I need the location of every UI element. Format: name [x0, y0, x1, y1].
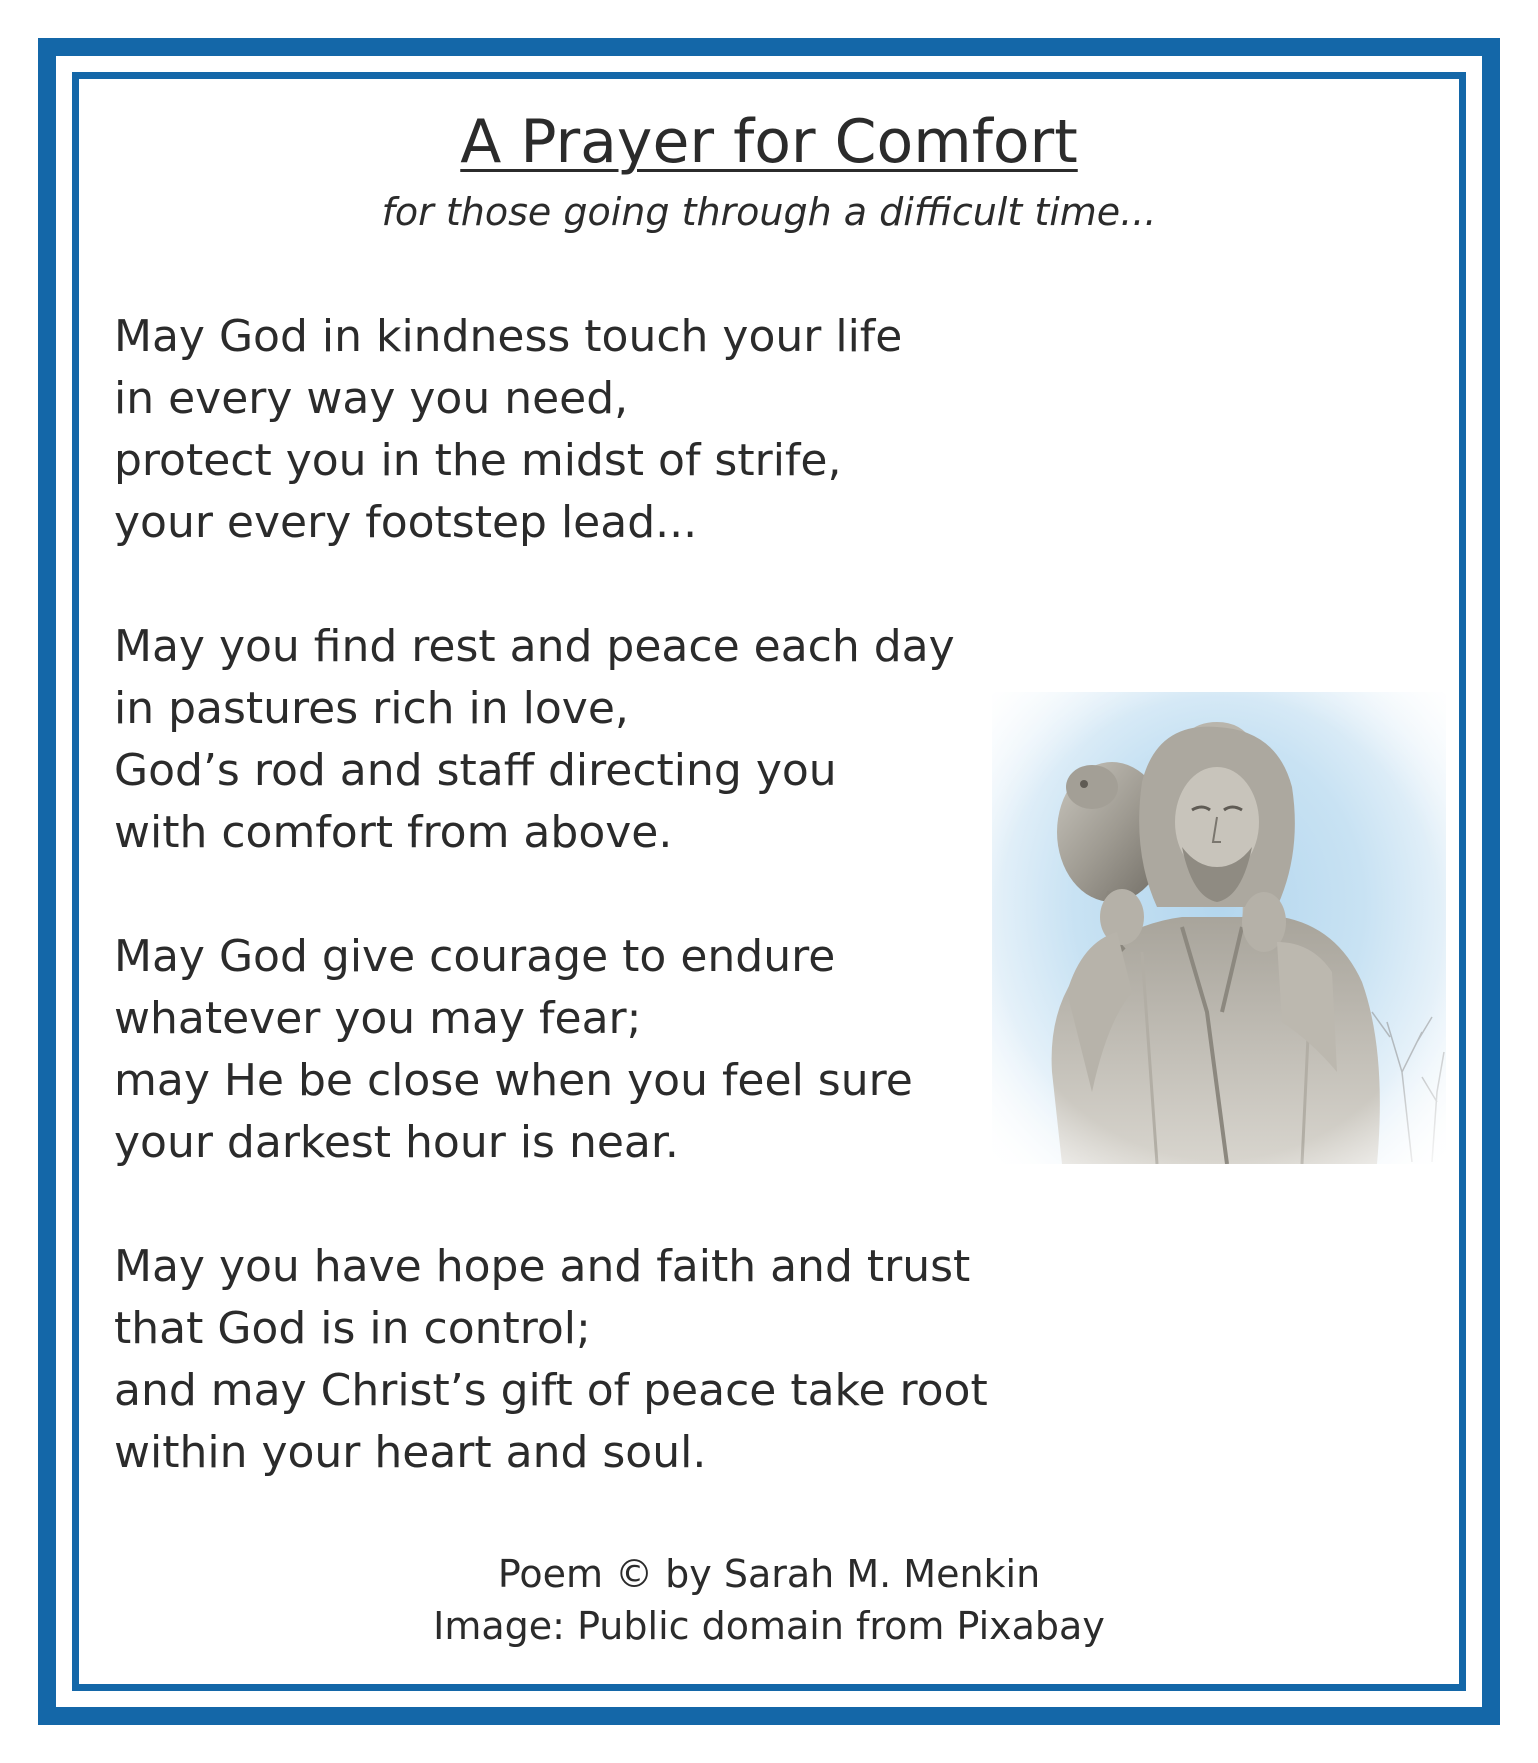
stanza-2	[114, 616, 1074, 864]
image-credit: Image: Public domain from Pixabay	[433, 1604, 1105, 1648]
stanza-3	[114, 926, 1074, 1174]
poem-line: God’s rod and staff directing you	[114, 745, 837, 796]
poem-line: your every footstep lead...	[114, 497, 698, 548]
credits	[0, 1548, 1538, 1652]
poem-line: May you have hope and faith and trust	[114, 1241, 971, 1292]
poem-line: May you find rest and peace each day	[114, 621, 955, 672]
page-title	[0, 104, 1538, 180]
poem-line: whatever you may fear;	[114, 993, 642, 1044]
poem-line: may He be close when you feel sure	[114, 1055, 913, 1106]
poem-body	[114, 306, 1074, 1546]
poem-line: in every way you need,	[114, 373, 629, 424]
poem-line: within your heart and soul.	[114, 1427, 707, 1478]
poem-line: May God give courage to endure	[114, 931, 836, 982]
poem-credit: Poem © by Sarah M. Menkin	[497, 1552, 1041, 1596]
poem-line: and may Christ’s gift of peace take root	[114, 1365, 988, 1416]
poem-line: your darkest hour is near.	[114, 1117, 679, 1168]
stanza-4	[114, 1236, 1074, 1484]
poem-line: protect you in the midst of strife,	[114, 435, 842, 486]
stanza-1	[114, 306, 1074, 554]
page-subtitle: for those going through a difficult time...	[381, 190, 1157, 234]
shepherd-statue-icon	[992, 692, 1446, 1164]
poem-line: May God in kindness touch your life	[114, 311, 903, 362]
shepherd-statue-image	[992, 692, 1446, 1164]
poem-line: with comfort from above.	[114, 807, 673, 858]
poem-line: that God is in control;	[114, 1303, 591, 1354]
page-title-text: A Prayer for Comfort	[460, 107, 1078, 177]
poem-line: in pastures rich in love,	[114, 683, 629, 734]
